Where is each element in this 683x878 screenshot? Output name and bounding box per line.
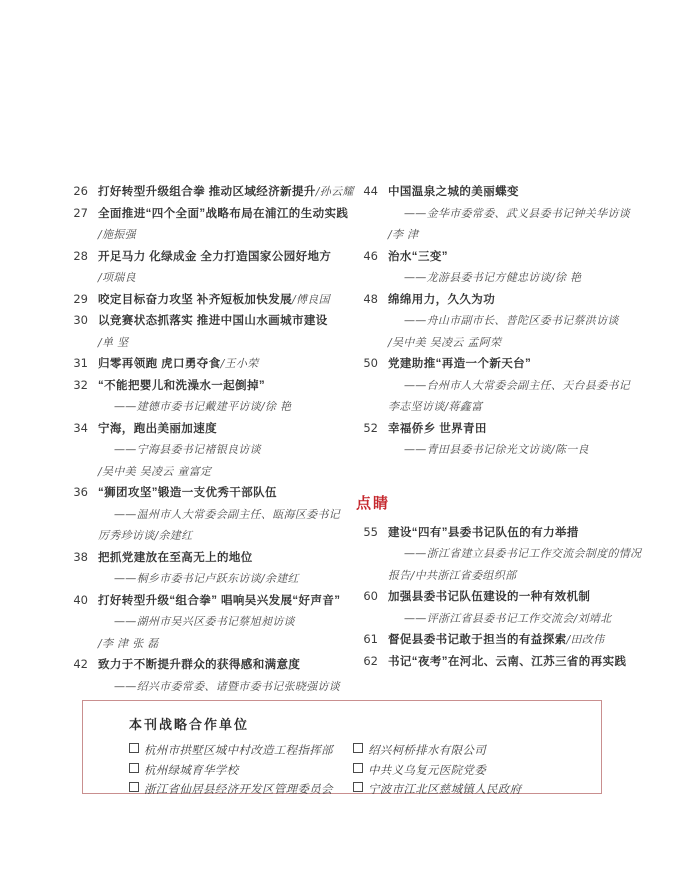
- toc-entry: [356, 353, 656, 418]
- entry-title-text: 中国温泉之城的美丽蝶变: [388, 186, 519, 198]
- entry-author-text: /李 津 张 磊: [98, 636, 159, 650]
- entry-author-text: ——宁海县委书记褚银良访谈: [114, 443, 261, 456]
- toc-entry: [66, 418, 354, 483]
- entry-number: 50: [363, 356, 378, 370]
- entry-line: [388, 267, 656, 289]
- toc-entry: [66, 375, 354, 418]
- partner-item-label: 浙江省仙居县经济开发区管理委员会: [144, 782, 333, 796]
- entry-line: [98, 289, 354, 311]
- entry-lines: [388, 629, 656, 651]
- entry-number: 42: [73, 657, 88, 671]
- entry-title-text: 打好转型升级组合拳 推动区域经济新提升: [98, 186, 316, 198]
- toc-entry: [356, 289, 656, 354]
- entry-line: [388, 289, 656, 311]
- entry-line: [388, 181, 656, 203]
- entry-lines: [98, 246, 354, 289]
- entry-lines: [98, 310, 354, 353]
- entry-number: 31: [73, 356, 88, 370]
- entry-title-text: 书记“夜考”在河北、云南、江苏三省的再实践: [388, 655, 627, 668]
- toc-entry: [356, 651, 656, 673]
- entry-line: [98, 504, 354, 526]
- entry-title-text: 幸福侨乡 世界青田: [388, 422, 487, 435]
- entry-lines: [98, 181, 354, 203]
- entry-number: 32: [73, 377, 88, 392]
- entry-line: [388, 608, 656, 630]
- entry-number: 30: [73, 313, 88, 327]
- entry-author-text: /施振强: [98, 228, 136, 241]
- toc-left-entries: [66, 181, 354, 719]
- section-title: 点睛: [356, 494, 391, 512]
- entry-author-text: ——温州市人大常委会副主任、瓯海区委书记: [114, 507, 340, 521]
- entry-title-text: 以竞赛状态抓落实 推进中国山水画城市建设: [98, 315, 328, 327]
- partner-item: [129, 741, 353, 761]
- entry-line: [98, 267, 354, 289]
- entry-line: [98, 332, 354, 354]
- partner-box: [82, 700, 602, 794]
- entry-author-text: /王小荣: [220, 357, 259, 370]
- entry-line: [98, 590, 354, 612]
- toc-entry: [356, 418, 656, 461]
- toc-entry: [66, 482, 354, 547]
- square-bullet-icon: [353, 743, 363, 753]
- partner-column: [129, 741, 353, 800]
- entry-number: 28: [73, 248, 88, 263]
- entry-title-text: 加强县委书记队伍建设的一种有效机制: [388, 591, 591, 603]
- entry-line: [98, 203, 354, 225]
- entry-title-text: 把抓党建放在至高无上的地位: [98, 551, 253, 564]
- toc-entry: [356, 522, 656, 587]
- entry-author-text: ——评浙江省县委书记工作交流会/刘靖北: [404, 611, 612, 625]
- entry-line: [388, 375, 656, 397]
- partner-column: [353, 741, 521, 800]
- toc-entry: [66, 310, 354, 353]
- entry-title-text: 咬定目标奋力攻坚 补齐短板加快发展: [98, 293, 292, 306]
- partner-item: [353, 761, 521, 781]
- square-bullet-icon: [353, 763, 363, 773]
- entry-number: 55: [363, 524, 378, 539]
- toc-entry: [356, 246, 656, 289]
- entry-author-text: ——绍兴市委常委、诸暨市委书记张晓强访谈: [114, 679, 340, 693]
- entry-author-text: ——龙游县委书记方健忠访谈/徐 艳: [404, 271, 582, 284]
- entry-line: [388, 439, 656, 461]
- partner-item-label: 中共义乌复元医院党委: [368, 762, 486, 777]
- entry-author-text: 报告/中共浙江省委组织部: [388, 568, 517, 582]
- entry-line: [388, 522, 656, 544]
- entry-author-text: 厉秀珍访谈/余建红: [98, 529, 193, 542]
- entry-author-text: /项瑞良: [98, 271, 136, 284]
- entry-line: [388, 332, 656, 354]
- entry-author-text: /单 坚: [98, 335, 129, 349]
- entry-title-text: “不能把婴儿和洗澡水一起倒掉”: [98, 379, 265, 392]
- entry-author-text: ——舟山市副市长、普陀区委书记蔡洪访谈: [404, 314, 619, 327]
- entry-number: 62: [363, 653, 378, 668]
- entry-number: 26: [73, 184, 88, 198]
- entry-author-text: /吴中美 吴凌云 童富定: [98, 464, 212, 478]
- toc-entry: [66, 590, 354, 655]
- entry-title-text: 全面推进“四个全面”战略布局在浦江的生动实践: [98, 207, 349, 220]
- entry-line: [388, 651, 656, 673]
- toc-entry: [66, 203, 354, 246]
- entry-line: [98, 633, 354, 655]
- entry-title-text: 打好转型升级“组合拳” 唱响吴兴发展“好声音”: [98, 594, 341, 607]
- entry-author-text: /李 津: [388, 228, 419, 241]
- toc-right-entries: [356, 181, 656, 461]
- entry-author-text: /傅良国: [292, 292, 330, 306]
- entry-number: 29: [73, 291, 88, 306]
- entry-lines: [98, 482, 354, 547]
- entry-line: [388, 418, 656, 440]
- entry-line: [388, 586, 656, 608]
- square-bullet-icon: [129, 782, 139, 792]
- toc-entry: [66, 353, 354, 375]
- entry-number: 34: [73, 420, 88, 435]
- entry-line: [388, 246, 656, 268]
- entry-title-text: 党建助推“再造一个新天台”: [388, 358, 532, 370]
- entry-line: [98, 181, 354, 203]
- entry-line: [98, 310, 354, 332]
- entry-line: [98, 547, 354, 569]
- entry-lines: [98, 353, 354, 375]
- entry-lines: [98, 418, 354, 483]
- entry-line: [98, 439, 354, 461]
- entry-author-text: 李志坚访谈/蒋鑫富: [388, 400, 483, 413]
- entry-number: 46: [363, 248, 378, 263]
- partner-item: [353, 741, 521, 761]
- entry-author-text: /田改伟: [566, 633, 605, 646]
- entry-line: [98, 568, 354, 590]
- entry-number: 36: [73, 485, 88, 499]
- entry-line: [388, 543, 656, 565]
- entry-title-text: 建设“四有”县委书记队伍的有力举措: [388, 526, 579, 539]
- entry-number: 52: [363, 420, 378, 435]
- entry-line: [98, 246, 354, 268]
- entry-number: 48: [363, 291, 378, 306]
- toc-entry: [66, 289, 354, 311]
- entry-title-text: “狮团攻坚”锻造一支优秀干部队伍: [98, 487, 277, 499]
- entry-title-text: 督促县委书记敢于担当的有益探索: [388, 634, 567, 646]
- entry-number: 27: [73, 205, 88, 220]
- entry-lines: [388, 651, 656, 673]
- entry-title-text: 治水“三变”: [388, 250, 448, 263]
- entry-lines: [388, 418, 656, 461]
- entry-line: [98, 353, 354, 375]
- entry-line: [98, 525, 354, 547]
- toc-left-column: [66, 181, 354, 719]
- entry-lines: [98, 590, 354, 655]
- entry-author-text: ——浙江省建立县委书记工作交流会制度的情况: [404, 547, 642, 560]
- partner-columns: [129, 741, 601, 800]
- toc-right-column: [356, 181, 656, 672]
- entry-line: [388, 629, 656, 651]
- entry-title-text: 致力于不断提升群众的获得感和满意度: [98, 659, 301, 671]
- entry-line: [388, 203, 656, 225]
- entry-line: [98, 418, 354, 440]
- entry-title-text: 绵绵用力，久久为功: [388, 293, 496, 306]
- entry-author-text: ——湖州市吴兴区委书记蔡旭昶访谈: [114, 615, 295, 628]
- entry-line: [388, 396, 656, 418]
- entry-lines: [388, 586, 656, 629]
- square-bullet-icon: [129, 743, 139, 753]
- partner-item-label: 宁波市江北区慈城镇人民政府: [368, 782, 522, 796]
- entry-line: [98, 654, 354, 676]
- entry-author-text: /吴中美 吴凌云 孟阿荣: [388, 335, 502, 349]
- partner-item-label: 杭州绿城育华学校: [144, 762, 239, 777]
- entry-lines: [388, 522, 656, 587]
- partner-item: [353, 780, 521, 800]
- entry-lines: [98, 375, 354, 418]
- entry-number: 38: [73, 549, 88, 564]
- section-entries: [356, 522, 656, 673]
- toc-entry: [66, 181, 354, 203]
- partner-item: [129, 761, 353, 781]
- toc-entry: [356, 181, 656, 246]
- entry-lines: [388, 353, 656, 418]
- entry-line: [98, 461, 354, 483]
- entry-author-text: ——建德市委书记戴建平访谈/徐 艳: [114, 400, 292, 413]
- entry-author-text: ——金华市委常委、武义县委书记钟关华访谈: [404, 206, 630, 220]
- entry-title-text: 归零再领跑 虎口勇夺食: [98, 358, 221, 370]
- square-bullet-icon: [129, 763, 139, 773]
- toc-entry: [356, 629, 656, 651]
- entry-line: [388, 353, 656, 375]
- partner-item-label: 杭州市拱墅区城中村改造工程指挥部: [144, 743, 333, 757]
- entry-line: [98, 375, 354, 397]
- entry-author-text: ——台州市人大常委会副主任、天台县委书记: [404, 378, 630, 392]
- entry-lines: [388, 246, 656, 289]
- entry-lines: [388, 181, 656, 246]
- entry-number: 61: [363, 632, 378, 646]
- entry-line: [388, 224, 656, 246]
- entry-line: [388, 565, 656, 587]
- entry-author-text: /孙云耀: [315, 185, 354, 198]
- partner-item-label: 绍兴柯桥排水有限公司: [368, 743, 486, 757]
- entry-line: [98, 611, 354, 633]
- square-bullet-icon: [353, 782, 363, 792]
- entry-lines: [98, 289, 354, 311]
- toc-entry: [66, 246, 354, 289]
- partner-item: [129, 780, 353, 800]
- entry-line: [98, 676, 354, 698]
- entry-number: 60: [363, 589, 378, 603]
- entry-line: [388, 310, 656, 332]
- partner-box-title: 本刊战略合作单位: [129, 717, 250, 732]
- entry-author-text: ——桐乡市委书记卢跃东访谈/余建红: [114, 572, 299, 585]
- entry-line: [98, 482, 354, 504]
- entry-title-text: 宁海，跑出美丽加速度: [98, 422, 217, 435]
- entry-title-text: 开足马力 化绿成金 全力打造国家公园好地方: [98, 250, 332, 263]
- toc-entry: [66, 547, 354, 590]
- entry-number: 44: [363, 184, 378, 198]
- toc-entry: [356, 586, 656, 629]
- entry-lines: [98, 203, 354, 246]
- entry-line: [98, 396, 354, 418]
- entry-author-text: ——青田县委书记徐光文访谈/陈一良: [404, 443, 589, 456]
- entry-lines: [98, 547, 354, 590]
- entry-number: 40: [73, 592, 88, 607]
- entry-lines: [388, 289, 656, 354]
- entry-line: [98, 224, 354, 246]
